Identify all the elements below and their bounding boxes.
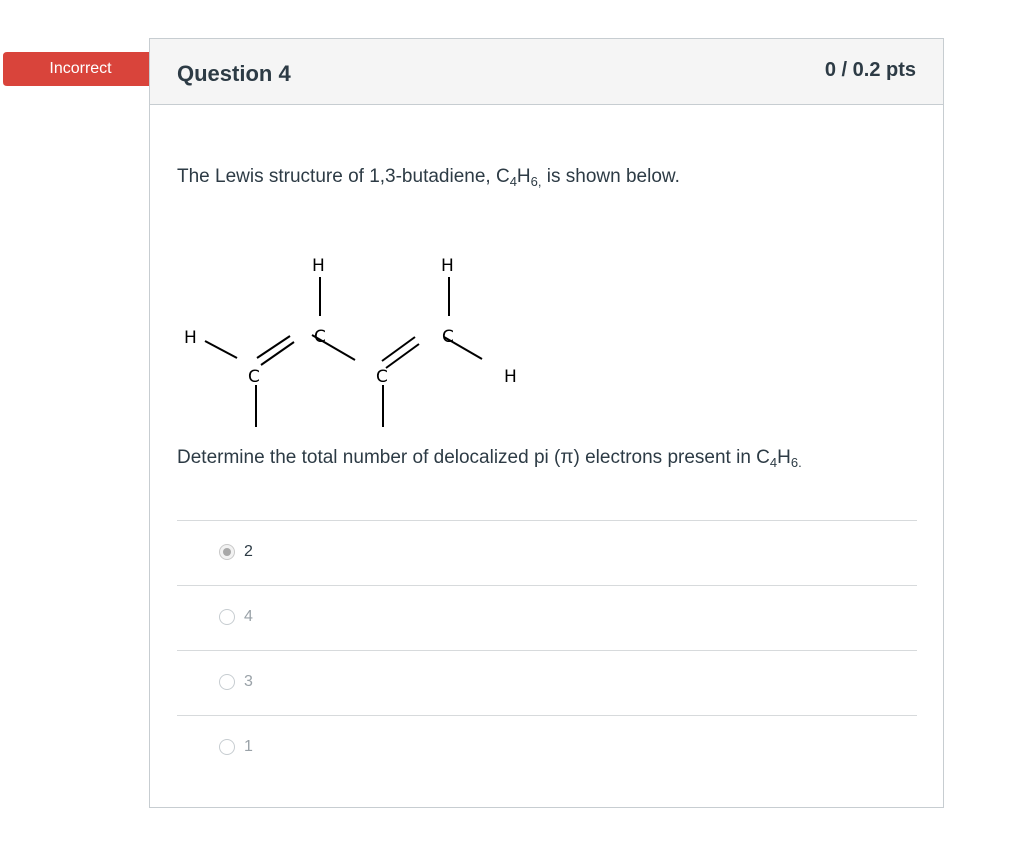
question-text-intro: The Lewis structure of 1,3-butadiene, $C_4H_{6,}$ is shown below. <box>177 166 680 189</box>
question-title: Question 4 <box>177 61 291 86</box>
atom-c: C <box>376 367 388 387</box>
answer-option[interactable] <box>177 520 917 585</box>
answer-label: 2 <box>244 543 253 560</box>
answer-option[interactable] <box>177 650 917 715</box>
radio-icon[interactable] <box>219 739 235 755</box>
atom-c: C <box>442 327 454 347</box>
atom-h: H <box>184 328 197 348</box>
answer-label: 3 <box>244 673 253 690</box>
lewis-structure-image <box>172 207 552 437</box>
answer-label: 1 <box>244 738 253 755</box>
atom-c: C <box>314 327 326 347</box>
atom-c: C <box>248 367 260 387</box>
question-text-prompt: Determine the total number of delocalized pi (π) electrons present in $C_4H_{6.}$ <box>177 447 802 470</box>
radio-icon[interactable] <box>219 609 235 625</box>
atom-h: H <box>312 256 325 276</box>
question-points: 0 / 0.2 pts <box>824 59 916 81</box>
question-header <box>150 39 943 105</box>
atom-h: H <box>504 367 517 387</box>
radio-icon[interactable] <box>219 674 235 690</box>
answer-option[interactable] <box>177 715 917 780</box>
answer-label: 4 <box>244 608 253 625</box>
question-card <box>149 38 944 808</box>
incorrect-label: Incorrect <box>49 60 112 77</box>
radio-selected-icon[interactable] <box>219 544 235 560</box>
incorrect-flag <box>3 52 168 86</box>
answer-list <box>177 520 917 780</box>
answer-option[interactable] <box>177 585 917 650</box>
atom-h: H <box>441 256 454 276</box>
